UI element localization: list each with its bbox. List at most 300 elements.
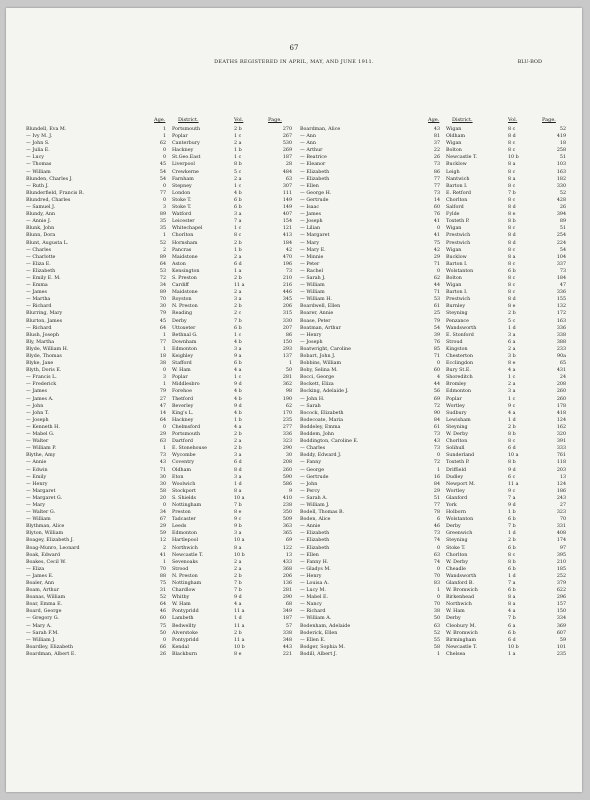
entry-name: — James A.: [26, 396, 54, 402]
right-column: [300, 117, 568, 658]
entry-volume: 2 a: [234, 439, 242, 445]
entry-name: — Richard: [26, 304, 52, 310]
entry-age: 18: [159, 354, 166, 359]
entry-page: 184: [282, 240, 292, 246]
entry-age: 26: [433, 155, 440, 161]
entry-name: — Percy: [300, 488, 320, 494]
entry-district: Derby: [172, 318, 187, 324]
entry-page: 323: [556, 510, 566, 516]
entry-name: Boardman, Albert E.: [26, 651, 76, 657]
entry-name: Boar, Emma E.: [26, 602, 63, 608]
entry-page: 30: [285, 453, 292, 459]
entry-district: Blackburn: [172, 651, 198, 657]
table-row: [300, 474, 568, 481]
table-row: [300, 509, 568, 516]
entry-district: W. Ham: [172, 602, 191, 608]
entry-age: 71: [433, 290, 440, 296]
entry-age: 0: [162, 155, 166, 161]
entry-age: 53: [433, 297, 440, 303]
entry-age: 66: [159, 644, 166, 650]
entry-volume: 1 d: [234, 616, 242, 622]
entry-name: — Margaret G.: [26, 495, 63, 501]
table-row: [300, 388, 568, 395]
entry-district: Wandsworth: [446, 325, 477, 331]
table-row: [300, 452, 568, 459]
entry-age: 77: [433, 176, 440, 182]
entry-page: 345: [282, 297, 292, 303]
entry-name: Blyth, Doris E.: [26, 368, 62, 374]
entry-volume: 6 b: [234, 361, 242, 367]
entry-age: 77: [159, 339, 166, 345]
entry-district: Wandsworth: [446, 573, 477, 579]
entry-name: — William P.: [26, 446, 57, 452]
entry-volume: 3 b: [508, 354, 516, 359]
entry-age: 72: [433, 460, 440, 466]
entry-name: Boarer, Annie: [300, 311, 334, 317]
entry-district: Steyning: [446, 538, 468, 544]
entry-name: — William J.: [26, 637, 56, 643]
table-row: [26, 261, 294, 268]
entry-age: 47: [159, 403, 166, 409]
table-row: [300, 275, 568, 282]
entry-district: Prestwich: [446, 233, 471, 239]
entry-name: — Margaret: [26, 488, 56, 494]
table-row: [300, 332, 568, 339]
entry-page: 484: [282, 169, 292, 175]
table-row: [300, 594, 568, 601]
age-header: Age.: [154, 117, 166, 123]
entry-volume: 7 b: [508, 524, 516, 530]
entry-volume: 11 a: [508, 481, 519, 487]
entry-page: 118: [556, 460, 566, 466]
table-row: [26, 403, 294, 410]
entry-age: 60: [159, 616, 166, 622]
table-row: [26, 133, 294, 140]
table-row: [26, 438, 294, 445]
entry-volume: 4 a: [234, 368, 242, 374]
entry-volume: 6 d: [234, 261, 242, 267]
entry-name: — Richard: [26, 325, 52, 331]
entry-name: Blundy, Ann: [26, 212, 56, 218]
entry-volume: 2 b: [234, 275, 242, 281]
entry-age: 79: [159, 389, 166, 395]
entry-age: 45: [159, 318, 166, 324]
entry-age: 30: [159, 481, 166, 487]
entry-district: Cleobury M.: [446, 623, 477, 629]
entry-district: Barton I.: [446, 261, 468, 267]
entry-district: Prestwich: [446, 240, 471, 246]
entry-district: King's L.: [172, 410, 194, 416]
table-row: [300, 537, 568, 544]
entry-page: 1: [288, 361, 292, 367]
table-row: [26, 388, 294, 395]
entry-age: 43: [433, 127, 440, 132]
entry-page: 293: [282, 346, 292, 352]
entry-district: Liverpool: [172, 162, 195, 168]
table-row: [300, 545, 568, 552]
entry-volume: 7 b: [508, 616, 516, 622]
entry-district: Bolton: [446, 275, 462, 281]
right-column-header: [300, 117, 568, 125]
entry-page: 98: [285, 389, 292, 395]
entry-district: Middlesbro: [172, 382, 200, 388]
table-row: [26, 275, 294, 282]
entry-page: 28: [285, 162, 292, 168]
entry-age: 20: [159, 495, 166, 501]
entry-district: Barton I.: [446, 290, 468, 296]
entry-name: — Elizabeth: [300, 545, 330, 551]
entry-volume: 8 a: [508, 254, 516, 260]
entry-district: Pontypridd: [172, 609, 199, 615]
entry-volume: 10 b: [234, 644, 245, 650]
entry-name: — Fanny: [300, 460, 322, 466]
entry-volume: 9 d: [234, 382, 242, 388]
entry-name: Bocci, George: [300, 375, 335, 381]
entry-page: 184: [556, 275, 566, 281]
entry-age: 77: [433, 502, 440, 508]
table-row: [300, 438, 568, 445]
page-header-label: Page.: [268, 117, 282, 123]
entry-district: Glanford B.: [446, 581, 474, 586]
entry-volume: 1 a: [508, 651, 516, 657]
entry-name: — Minnie: [300, 254, 324, 260]
entry-volume: 3 a: [508, 332, 516, 338]
entry-page: 207: [282, 325, 292, 331]
entry-volume: 2 b: [508, 311, 516, 317]
entry-name: Boby, Selina M.: [300, 368, 338, 374]
entry-district: Ecclingdon: [446, 361, 474, 367]
entry-district: Bolton: [446, 148, 462, 154]
entry-district: Toxteth P.: [446, 219, 470, 225]
entry-page: 124: [556, 481, 566, 487]
entry-age: 29: [433, 488, 440, 494]
entry-age: 29: [159, 432, 166, 438]
entry-name: — Gladys M.: [300, 566, 331, 572]
entry-volume: 8 a: [508, 595, 516, 601]
entry-page: 470: [282, 254, 292, 260]
entry-volume: 8 b: [508, 460, 516, 466]
entry-age: 0: [162, 424, 166, 430]
entry-district: W. Bromwich: [446, 630, 478, 636]
table-row: [26, 623, 294, 630]
entry-page: 277: [282, 424, 292, 430]
entry-age: 86: [433, 169, 440, 175]
table-row: [300, 232, 568, 239]
entry-district: Poplar: [172, 375, 188, 381]
page-header: [6, 59, 582, 69]
entry-volume: 1 b: [234, 417, 242, 423]
entry-name: — Elizabeth: [300, 176, 330, 182]
entry-volume: 2 b: [234, 630, 242, 636]
table-row: [26, 559, 294, 566]
entry-district: Preston: [172, 510, 191, 516]
entry-name: Blunderfield, Francis R.: [26, 190, 85, 196]
entry-volume: 4 b: [234, 190, 242, 196]
entry-name: — Louisa A.: [300, 581, 329, 586]
entry-age: 43: [433, 439, 440, 445]
entry-age: 84: [433, 481, 440, 487]
entry-page: 73: [559, 268, 566, 274]
entry-volume: 8 a: [234, 545, 242, 551]
entry-name: Blyde, William H.: [26, 346, 69, 352]
entry-page: 348: [282, 637, 292, 643]
entry-volume: 9 d: [508, 502, 516, 508]
entry-district: Glanford: [446, 495, 468, 501]
table-row: [300, 488, 568, 495]
entry-name: Boag-Munro, Leonard: [26, 545, 80, 551]
entry-page: 111: [282, 190, 292, 196]
entry-page: 97: [559, 545, 566, 551]
entry-page: 178: [556, 403, 566, 409]
table-row: [300, 240, 568, 247]
table-row: [26, 310, 294, 317]
entry-age: 0: [436, 545, 440, 551]
entry-page: 365: [282, 531, 292, 537]
entry-name: Bodecoate, Maria: [300, 417, 344, 423]
entry-volume: 8 e: [508, 304, 516, 310]
entry-page: 150: [282, 339, 292, 345]
entry-age: 52: [433, 630, 440, 636]
entry-district: Leeds: [172, 524, 187, 530]
entry-page: 65: [559, 361, 566, 367]
entry-district: Chesterton: [446, 354, 474, 359]
entry-district: Bedwellty: [172, 623, 197, 629]
table-row: [26, 580, 294, 587]
entry-page: 379: [556, 581, 566, 586]
entry-age: 1: [162, 446, 166, 452]
table-row: [300, 445, 568, 452]
entry-volume: 8 c: [508, 283, 516, 289]
entry-page: 334: [556, 616, 566, 622]
entry-age: 73: [159, 453, 166, 459]
entry-name: Boderick, Ellen: [300, 630, 338, 636]
entry-name: — Mary E.: [300, 247, 326, 253]
entry-district: York: [446, 502, 457, 508]
entry-name: — Frederick: [26, 382, 57, 388]
entry-name: — Sarah A.: [300, 495, 328, 501]
entry-name: Blunk, John: [26, 226, 55, 232]
entry-volume: 8 c: [508, 247, 516, 253]
table-row: [26, 218, 294, 225]
table-row: [26, 608, 294, 615]
entry-age: 1: [436, 651, 440, 657]
entry-age: 60: [433, 205, 440, 211]
entry-page: 154: [282, 219, 292, 225]
entry-district: St.Geo.East: [172, 155, 201, 161]
entry-district: Wigan: [446, 247, 462, 253]
entry-name: — Henry: [300, 573, 322, 579]
entry-page: 446: [282, 290, 292, 296]
entry-district: Fylde: [446, 212, 460, 218]
entry-volume: 10 a: [508, 453, 519, 459]
entry-page: 51: [559, 155, 566, 161]
age-header: Age.: [428, 117, 440, 123]
entry-page: 307: [282, 183, 292, 189]
table-row: [300, 161, 568, 168]
entry-district: Chorlton: [446, 439, 468, 445]
entry-page: 162: [556, 424, 566, 430]
entry-page: 137: [282, 354, 292, 359]
entry-age: 42: [433, 247, 440, 253]
entry-page: 320: [556, 432, 566, 438]
table-row: [26, 140, 294, 147]
entry-age: 62: [159, 141, 166, 147]
entry-name: Boardwell, Ellen: [300, 304, 341, 310]
entry-age: 0: [162, 197, 166, 203]
entry-page: 224: [556, 240, 566, 246]
entry-volume: 1 c: [234, 183, 242, 189]
entry-page: 27: [559, 502, 566, 508]
entry-age: 73: [433, 432, 440, 438]
entry-district: Poplar: [172, 134, 188, 140]
entry-page: 149: [282, 197, 292, 203]
entry-district: Oldham: [446, 134, 466, 140]
entry-age: 0: [436, 566, 440, 572]
entry-district: Forehoe: [172, 389, 192, 395]
entry-district: Stoke T.: [172, 205, 192, 211]
table-row: [26, 381, 294, 388]
entry-page: 336: [556, 325, 566, 331]
entry-name: — Francis L.: [26, 375, 57, 381]
entry-page: 260: [282, 467, 292, 473]
entry-district: N. Preston: [172, 573, 198, 579]
entry-district: Bromley: [446, 382, 467, 388]
entry-volume: 9 d: [234, 403, 242, 409]
entry-volume: 6 b: [234, 197, 242, 203]
entry-name: Boatwright, Caroline: [300, 346, 351, 352]
entry-name: — Edwin: [26, 467, 48, 473]
entry-name: — Arthur: [300, 148, 323, 154]
entry-page: 52: [559, 127, 566, 132]
entry-age: 2: [162, 247, 166, 253]
entry-name: — Charlotte: [26, 254, 56, 260]
table-row: [26, 247, 294, 254]
entry-page: 350: [282, 510, 292, 516]
table-row: [26, 495, 294, 502]
entry-age: 74: [433, 559, 440, 565]
entry-name: — William A.: [300, 616, 332, 622]
entry-volume: 8 d: [508, 205, 516, 211]
entry-volume: 2 a: [234, 566, 242, 572]
entry-district: Farnham: [172, 176, 194, 182]
entry-district: Reading: [172, 311, 193, 317]
entry-age: 63: [159, 439, 166, 445]
entry-name: Blyke, Jane: [26, 361, 54, 367]
entry-district: Keighley: [172, 354, 194, 359]
table-row: [26, 353, 294, 360]
vol-header: Vol.: [508, 117, 518, 123]
entry-age: 64: [159, 325, 166, 331]
entry-volume: 3 a: [234, 212, 242, 218]
entry-name: — Elizabeth: [300, 538, 330, 544]
entry-page: 187: [282, 155, 292, 161]
entry-page: 170: [282, 410, 292, 416]
entry-name: Bocking, Adelaide J.: [300, 389, 349, 395]
entry-district: Barton I.: [446, 183, 468, 189]
entry-page: 443: [282, 644, 292, 650]
entry-volume: 4 b: [234, 339, 242, 345]
entry-volume: 7 b: [508, 190, 516, 196]
entry-page: 52: [559, 190, 566, 196]
table-row: [300, 218, 568, 225]
entry-name: Blyde, Thomas: [26, 354, 62, 359]
entry-district: Aston: [172, 261, 186, 267]
entry-name: Blundred, Charles: [26, 197, 71, 203]
entry-page: 418: [556, 410, 566, 416]
entry-page: 336: [556, 290, 566, 296]
entry-volume: 6 c: [508, 474, 516, 480]
entry-volume: 4 b: [234, 410, 242, 416]
entry-age: 76: [433, 212, 440, 218]
entry-page: 586: [282, 481, 292, 487]
entry-age: 31: [159, 588, 166, 594]
entry-page: 235: [556, 651, 566, 657]
entry-name: — Lilian: [300, 226, 321, 232]
entry-district: Bethnal G.: [172, 332, 198, 338]
entry-volume: 1 d: [234, 481, 242, 487]
entry-district: Stroud: [446, 339, 463, 345]
entry-district: Edmonton: [172, 531, 198, 537]
entry-volume: 8 e: [234, 510, 242, 516]
entry-page: 174: [556, 538, 566, 544]
table-row: [26, 211, 294, 218]
entry-age: 38: [433, 609, 440, 615]
entry-age: 12: [159, 538, 166, 544]
table-row: [300, 190, 568, 197]
entry-district: Steyning: [446, 311, 468, 317]
entry-name: — Annie J.: [26, 219, 51, 225]
entry-name: — Ellen E.: [300, 637, 326, 643]
table-row: [300, 516, 568, 523]
entry-district: Stockport: [172, 488, 196, 494]
entry-name: Boanas, William: [26, 595, 66, 601]
entry-district: Tadcaster: [172, 517, 196, 523]
entry-page: 363: [282, 524, 292, 530]
entry-age: 16: [433, 474, 440, 480]
entry-age: 75: [159, 623, 166, 629]
entry-district: Crewkerne: [172, 169, 199, 175]
entry-district: Salford: [446, 205, 464, 211]
table-row: [300, 495, 568, 502]
table-row: [26, 523, 294, 530]
table-row: [26, 289, 294, 296]
entry-volume: 8 e: [508, 212, 516, 218]
entry-volume: 4 a: [508, 368, 516, 374]
entry-age: 64: [159, 602, 166, 608]
entry-name: — Emily: [26, 474, 47, 480]
entry-district: Prestwich: [446, 297, 471, 303]
entry-page: 349: [282, 609, 292, 615]
table-row: [26, 346, 294, 353]
entry-volume: 8 c: [508, 439, 516, 445]
entry-volume: 8 e: [234, 651, 242, 657]
entry-district: Hornsham: [172, 240, 198, 246]
register-title: DEATHS REGISTERED IN APRIL, MAY, AND JUNE 1911.: [214, 59, 374, 65]
table-row: [26, 467, 294, 474]
entry-volume: 3 a: [234, 297, 242, 303]
entry-page: 330: [282, 318, 292, 324]
entry-volume: 2 b: [508, 424, 516, 430]
entry-name: Boardman, Alice: [300, 127, 341, 132]
entry-district: W. Ham: [172, 368, 191, 374]
entry-age: 63: [433, 623, 440, 629]
entry-page: 258: [556, 148, 566, 154]
entry-page: 391: [556, 439, 566, 445]
left-column-header: [26, 117, 294, 125]
table-row: [300, 502, 568, 509]
entry-volume: 10 a: [234, 495, 245, 501]
table-row: [26, 545, 294, 552]
